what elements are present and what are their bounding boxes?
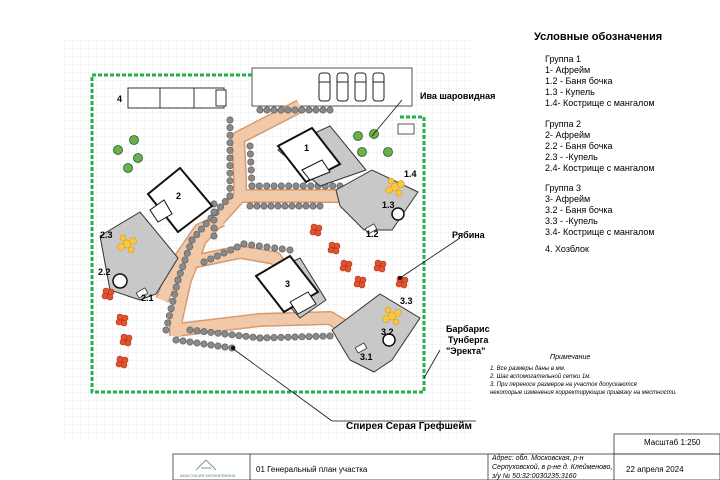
shrub-dot — [264, 244, 270, 250]
house-2-label: 2 — [176, 191, 182, 201]
willow-tree — [124, 164, 133, 173]
shrub-dot — [278, 183, 284, 189]
shrub-dot — [227, 124, 233, 130]
sign-box — [398, 124, 414, 134]
legend-item: 1- Афрейм — [545, 65, 591, 75]
shrub-dot — [222, 344, 228, 350]
shrub-dot — [194, 231, 200, 237]
shrub-dot — [327, 333, 333, 339]
rowan-tree — [401, 282, 407, 288]
legend-item: 3.4- Кострище с мангалом — [545, 227, 655, 237]
shrub-dot — [303, 203, 309, 209]
label-3-2: 3.2 — [381, 327, 394, 337]
shrub-dot — [228, 247, 234, 253]
shrub-dot — [261, 203, 267, 209]
shrub-dot — [234, 244, 240, 250]
shrub-dot — [293, 183, 299, 189]
shrub-dot — [278, 334, 284, 340]
rowan-tree — [125, 340, 131, 346]
shrub-dot — [287, 247, 293, 253]
shrub-dot — [182, 257, 188, 263]
shrub-dot — [248, 159, 254, 165]
rowan-tree — [341, 260, 347, 266]
shrub-dot — [180, 264, 186, 270]
rowan-tree — [121, 362, 127, 368]
legend-item: 1.3 - Купель — [545, 87, 595, 97]
rowan-tree — [375, 260, 381, 266]
shrub-dot — [208, 329, 214, 335]
shrub-dot — [249, 183, 255, 189]
shrub-dot — [247, 143, 253, 149]
shrub-dot — [254, 203, 260, 209]
shrub-dot — [275, 203, 281, 209]
shrub-dot — [217, 204, 223, 210]
shrub-dot — [313, 107, 319, 113]
legend-item: 3.2 - Баня бочка — [545, 205, 613, 215]
shrub-dot — [236, 332, 242, 338]
shrub-dot — [165, 320, 171, 326]
shrub-dot — [227, 155, 233, 161]
sheet-title: 01 Генеральный план участка — [256, 465, 368, 474]
shrub-dot — [208, 342, 214, 348]
shrub-dot — [222, 198, 228, 204]
shrub-dot — [327, 107, 333, 113]
shrub-dot — [221, 250, 227, 256]
shrub-dot — [198, 226, 204, 232]
shrub-dot — [229, 332, 235, 338]
shrub-dot — [286, 183, 292, 189]
shrub-dot — [271, 183, 277, 189]
address-line-3: з/у № 50:32:0030235:3160 — [492, 473, 577, 480]
shrub-dot — [268, 203, 274, 209]
rowan-tree — [103, 288, 109, 294]
logo-mark — [196, 460, 216, 470]
shrub-dot — [299, 107, 305, 113]
shed-label: 4 — [117, 94, 123, 104]
barberry-callout-line3: "Эректа" — [446, 346, 486, 356]
shrub-dot — [278, 107, 284, 113]
barberry-callout-line1: Барбарис — [446, 324, 490, 334]
address-line-2: Серпуховской, в р-не д. Клейменово, — [492, 464, 613, 471]
shrub-dot — [285, 334, 291, 340]
shrub-dot — [187, 339, 193, 345]
legend-item: 3.3 - -Купель — [545, 216, 598, 226]
shrub-dot — [320, 333, 326, 339]
rowan-callout: Рябина — [452, 230, 485, 240]
shrub-dot — [313, 333, 319, 339]
shrub-dot — [173, 337, 179, 343]
shrub-dot — [250, 334, 256, 340]
shrub-dot — [306, 107, 312, 113]
house-3-label: 3 — [285, 279, 291, 289]
shrub-dot — [257, 335, 263, 341]
shrub-dot — [241, 241, 247, 247]
label-1-3: 1.3 — [382, 200, 395, 210]
house-1-label: 1 — [304, 143, 310, 153]
label-1-2: 1.2 — [366, 229, 379, 239]
shrub-dot — [208, 256, 214, 262]
shrub-dot — [166, 313, 172, 319]
rowan-tree — [107, 294, 113, 300]
rowan-tree — [117, 356, 123, 362]
spirea-callout: Спирея Серая Грефшейм — [346, 421, 472, 432]
shrub-dot — [211, 217, 217, 223]
rowan-tree — [329, 242, 335, 248]
legend-title: Условные обозначения — [534, 31, 663, 43]
willow-tree — [354, 132, 363, 141]
willow-callout: Ива шаровидная — [420, 91, 496, 101]
shrub-dot — [247, 151, 253, 157]
shrub-dot — [211, 225, 217, 231]
shrub-dot — [296, 203, 302, 209]
shrub-dot — [227, 193, 233, 199]
legend-item: 1.4- Кострище с мангалом — [545, 98, 655, 108]
legend-item: 1.2 - Баня бочка — [545, 76, 613, 86]
shrub-dot — [299, 334, 305, 340]
shrub-dot — [227, 140, 233, 146]
legend-item: 2- Афрейм — [545, 130, 591, 140]
shrub-dot — [292, 334, 298, 340]
legend-group-heading: Группа 1 — [545, 54, 582, 64]
label-1-4: 1.4 — [404, 169, 417, 179]
shrub-dot — [264, 335, 270, 341]
rowan-tree — [311, 224, 317, 230]
notes-heading: Примечание — [550, 354, 591, 361]
shrub-dot — [279, 246, 285, 252]
shrub-dot — [170, 298, 176, 304]
shrub-dot — [211, 233, 217, 239]
shrub-dot — [175, 277, 181, 283]
shrub-dot — [211, 209, 217, 215]
shrub-dot — [215, 330, 221, 336]
shrub-dot — [249, 242, 255, 248]
legend-extra: 4. Хозблок — [545, 244, 589, 254]
shrub-dot — [248, 167, 254, 173]
shrub-dot — [227, 162, 233, 168]
shrub-dot — [201, 341, 207, 347]
rowan-tree — [359, 282, 365, 288]
shrub-dot — [320, 107, 326, 113]
note-line: 3. При переносе размеров на участок допускаются — [490, 382, 637, 388]
shrub-dot — [292, 107, 298, 113]
date-label: 22 апреля 2024 — [626, 465, 684, 474]
shrub-dot — [173, 284, 179, 290]
shrub-dot — [163, 327, 169, 333]
legend-item: 3- Афрейм — [545, 194, 591, 204]
shrub-dot — [330, 183, 336, 189]
shrub-dot — [271, 107, 277, 113]
rowan-tree — [117, 314, 123, 320]
label-3-3: 3.3 — [400, 296, 413, 306]
legend-item: 2.4- Кострище с мангалом — [545, 163, 655, 173]
shrub-dot — [289, 203, 295, 209]
shrub-dot — [227, 185, 233, 191]
shrub-dot — [215, 343, 221, 349]
rowan-tree — [355, 276, 361, 282]
shrub-dot — [227, 147, 233, 153]
legend-group-heading: Группа 2 — [545, 119, 582, 129]
shrub-dot — [243, 333, 249, 339]
shrub-dot — [187, 327, 193, 333]
label-2-3: 2.3 — [100, 230, 113, 240]
shrub-dot — [168, 305, 174, 311]
shrub-dot — [227, 117, 233, 123]
shrub-dot — [184, 250, 190, 256]
rowan-tree — [121, 334, 127, 340]
shrub-dot — [272, 245, 278, 251]
note-line: 1. Все размеры даны в мм. — [490, 366, 566, 372]
willow-tree — [114, 146, 123, 155]
shrub-dot — [317, 203, 323, 209]
shrub-dot — [194, 340, 200, 346]
legend-group-heading: Группа 3 — [545, 183, 582, 193]
rowan-tree — [333, 248, 339, 254]
shrub-dot — [308, 183, 314, 189]
shrub-dot — [171, 291, 177, 297]
rowan-tree — [379, 266, 385, 272]
shrub-dot — [201, 259, 207, 265]
shrub-dot — [227, 178, 233, 184]
label-2-2: 2.2 — [98, 267, 111, 277]
rowan-tree — [315, 230, 321, 236]
label-3-1: 3.1 — [360, 352, 373, 362]
shrub-dot — [256, 183, 262, 189]
willow-tree — [130, 136, 139, 145]
shrub-dot — [203, 220, 209, 226]
shrub-dot — [248, 175, 254, 181]
shrub-dot — [264, 183, 270, 189]
shrub-dot — [264, 107, 270, 113]
shed-building — [128, 88, 226, 108]
shrub-dot — [214, 253, 220, 259]
label-2-1: 2.1 — [141, 293, 154, 303]
rowan-tree — [345, 266, 351, 272]
shrub-dot — [227, 170, 233, 176]
note-line: 2. Шаг вспомогательной сетки 1м. — [490, 374, 592, 380]
legend-item: 2.2 - Баня бочка — [545, 141, 613, 151]
willow-tree — [384, 148, 393, 157]
shrub-dot — [247, 203, 253, 209]
note-line: некоторые изменения корректирующие привязку на местности. — [490, 390, 677, 396]
shrub-dot — [271, 334, 277, 340]
shrub-dot — [306, 333, 312, 339]
legend-item: 2.3 - -Купель — [545, 152, 598, 162]
willow-tree — [134, 154, 143, 163]
shrub-dot — [257, 107, 263, 113]
shrub-dot — [310, 203, 316, 209]
parking-area — [252, 68, 412, 106]
shrub-dot — [222, 331, 228, 337]
willow-tree — [358, 148, 367, 157]
shrub-dot — [256, 243, 262, 249]
shrub-dot — [285, 107, 291, 113]
shrub-dot — [177, 270, 183, 276]
address-line-1: Адрес: обл. Московская, р-н — [492, 455, 584, 462]
logo-text: АНАСТАСИЯ КАПИНЕЙКИНА — [180, 473, 236, 478]
shrub-dot — [282, 203, 288, 209]
shrub-dot — [227, 132, 233, 138]
shrub-dot — [194, 328, 200, 334]
rowan-tree — [121, 320, 127, 326]
shrub-dot — [187, 244, 193, 250]
shrub-dot — [189, 237, 195, 243]
shrub-dot — [180, 338, 186, 344]
scale-label: Масштаб 1:250 — [644, 438, 701, 447]
barberry-callout-line2: Тунберга — [448, 335, 489, 345]
shrub-dot — [201, 328, 207, 334]
shrub-dot — [300, 183, 306, 189]
